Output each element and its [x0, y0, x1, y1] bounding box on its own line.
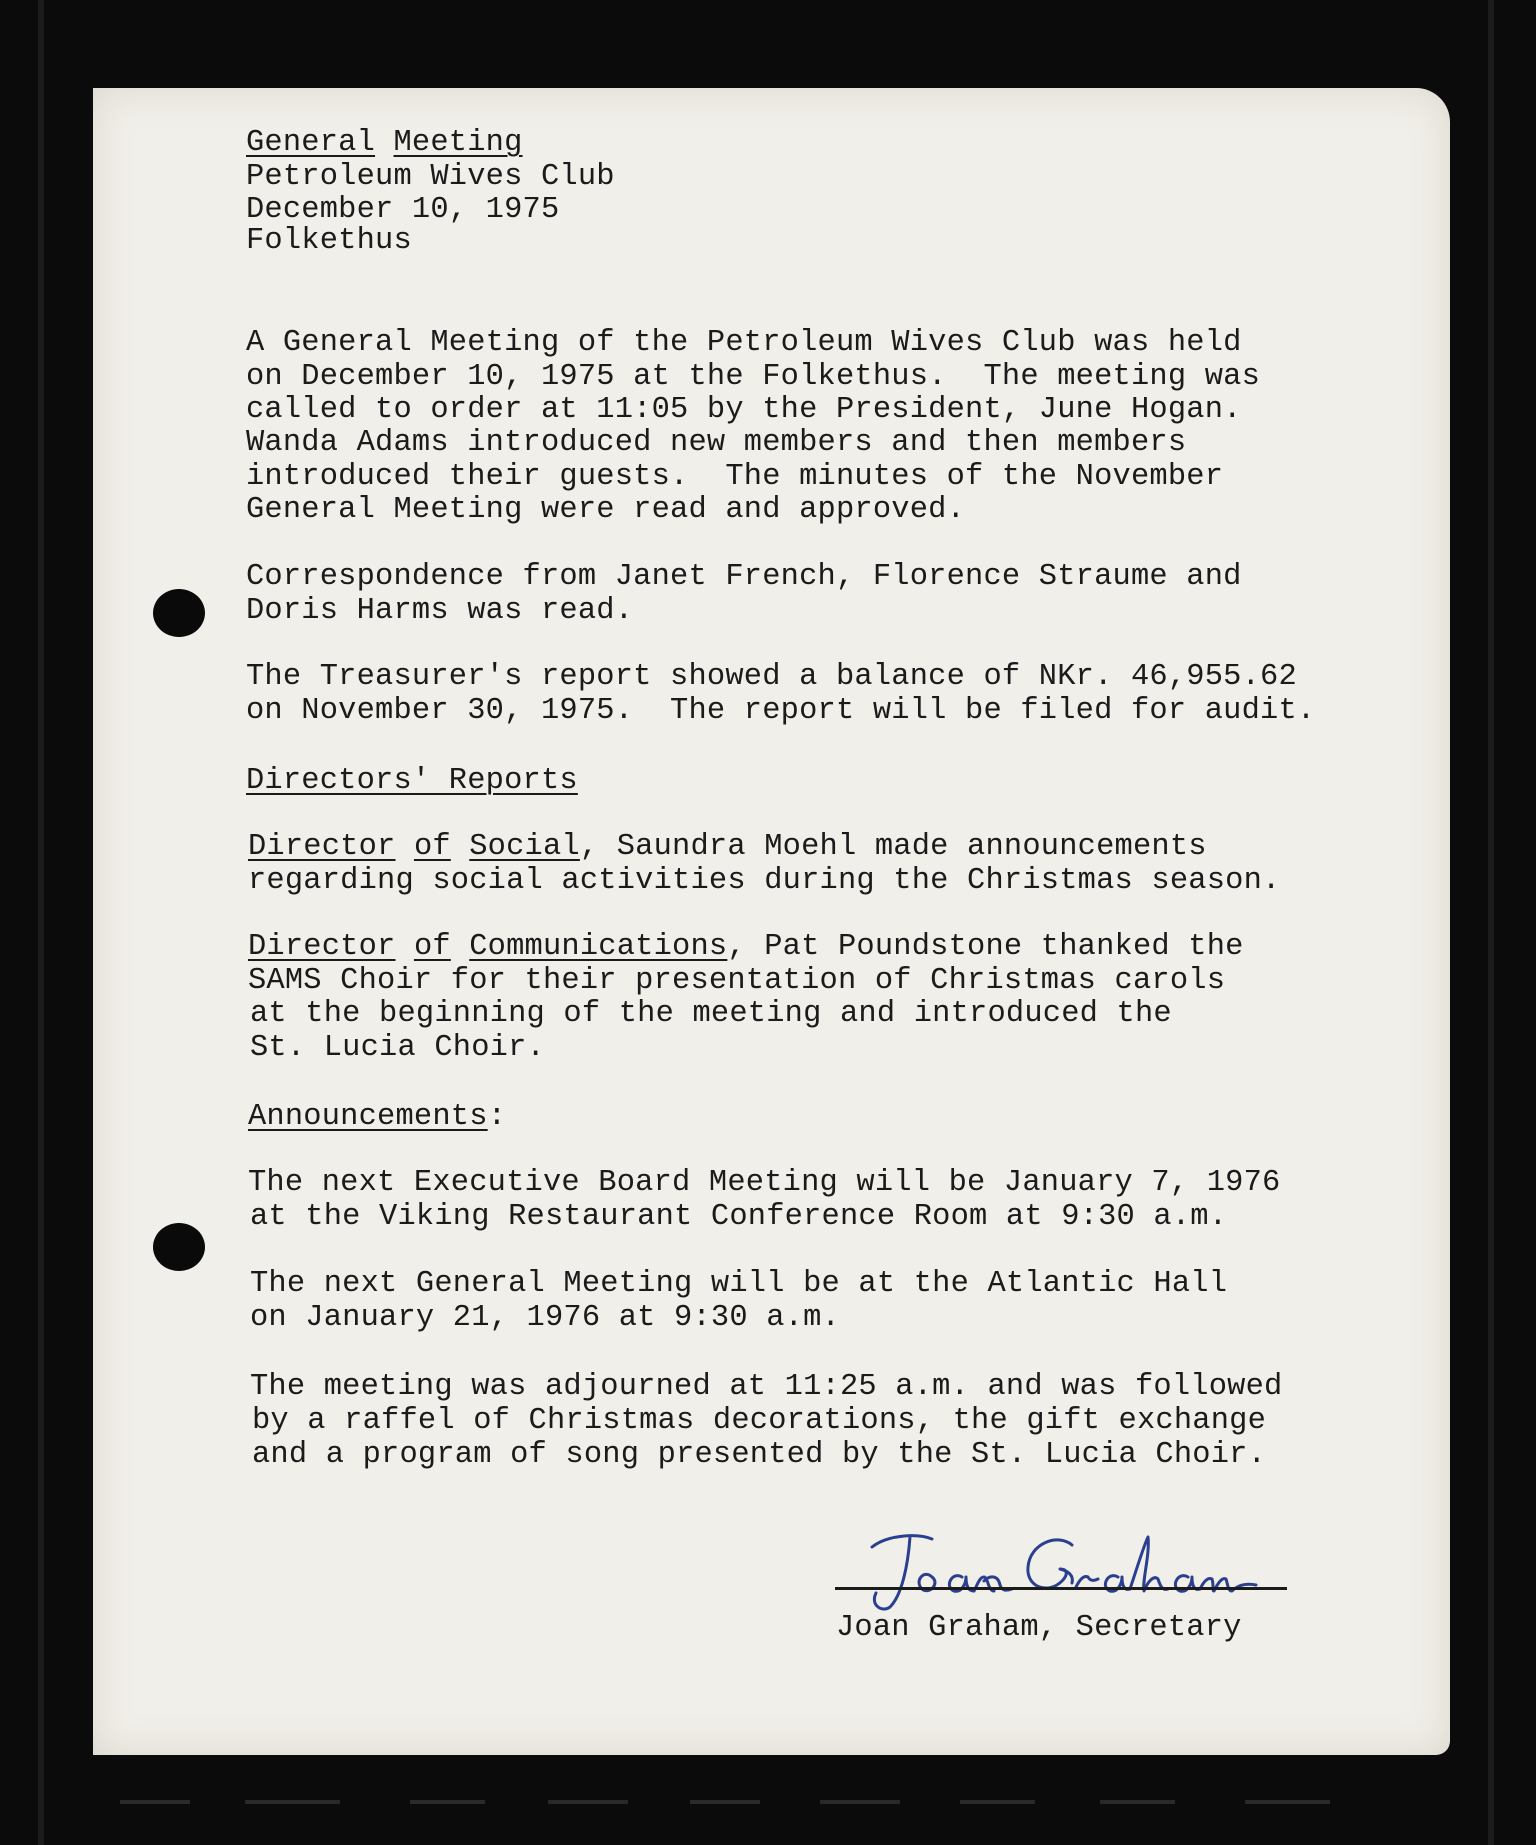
adjourned-line-3: and a program of song presented by the St. Lucia Choir. — [252, 1438, 1267, 1472]
social-line-1 — [248, 830, 1207, 864]
communications-label-director: Director — [248, 930, 396, 964]
film-mark — [690, 1800, 760, 1804]
correspondence-line-1: Correspondence from Janet French, Florence Straume and — [246, 560, 1242, 594]
announcements-heading-text: Announcements — [248, 1100, 488, 1134]
film-mark — [120, 1800, 190, 1804]
adjourned-line-2: by a raffel of Christmas decorations, the gift exchange — [252, 1404, 1267, 1438]
header-organization: Petroleum Wives Club — [246, 160, 615, 194]
signature-typed-name: Joan Graham, Secretary — [836, 1611, 1242, 1645]
communications-line-4: St. Lucia Choir. — [250, 1031, 545, 1065]
intro-line-3: called to order at 11:05 by the President, June Hogan. — [246, 393, 1242, 427]
intro-line-1: A General Meeting of the Petroleum Wives Club was held — [246, 326, 1242, 360]
correspondence-line-2: Doris Harms was read. — [246, 594, 634, 628]
intro-line-5: introduced their guests. The minutes of the November — [246, 460, 1224, 494]
communications-line-3: at the beginning of the meeting and introduced the — [250, 997, 1172, 1031]
header-location: Folkethus — [246, 224, 412, 258]
communications-line-1-rest: , Pat Poundstone thanked the — [727, 930, 1244, 964]
film-edge-right — [1488, 0, 1494, 1845]
signature-line — [835, 1587, 1287, 1590]
punch-hole-bottom — [153, 1223, 205, 1271]
social-label-of: of — [413, 830, 451, 864]
communications-label-communications: Communications — [469, 930, 728, 964]
executive-line-1: The next Executive Board Meeting will be January 7, 1976 — [248, 1166, 1281, 1200]
intro-line-2: on December 10, 1975 at the Folkethus. The meeting was — [246, 360, 1261, 394]
social-line-2: regarding social activities during the Christmas season. — [248, 864, 1281, 898]
title-word-general: General — [246, 126, 376, 160]
punch-hole-top — [153, 589, 205, 637]
treasurer-line-1: The Treasurer's report showed a balance of NKr. 46,955.62 — [246, 660, 1297, 694]
communications-line-1 — [248, 930, 1244, 964]
film-mark — [960, 1800, 1035, 1804]
header-title — [246, 126, 523, 160]
header-date: December 10, 1975 — [246, 193, 560, 227]
social-label-social: Social — [469, 830, 580, 864]
treasurer-line-2: on November 30, 1975. The report will be filed for audit. — [246, 694, 1316, 728]
film-mark — [410, 1800, 485, 1804]
executive-line-2: at the Viking Restaurant Conference Room at 9:30 a.m. — [250, 1200, 1228, 1234]
communications-label-of: of — [413, 930, 451, 964]
intro-line-4: Wanda Adams introduced new members and then members — [246, 426, 1187, 460]
communications-line-2: SAMS Choir for their presentation of Christmas carols — [248, 964, 1226, 998]
film-mark — [1100, 1800, 1175, 1804]
announcements-heading-colon: : — [487, 1100, 507, 1134]
social-line-1-rest: , Saundra Moehl made announcements — [579, 830, 1207, 864]
social-label-director: Director — [248, 830, 396, 864]
film-mark — [245, 1800, 340, 1804]
film-mark — [548, 1800, 628, 1804]
directors-heading — [246, 764, 578, 798]
announcements-heading — [248, 1100, 506, 1134]
film-mark — [1245, 1800, 1330, 1804]
title-word-meeting: Meeting — [393, 126, 523, 160]
film-mark — [820, 1800, 900, 1804]
handwritten-signature — [862, 1525, 1262, 1615]
intro-line-6: General Meeting were read and approved. — [246, 493, 966, 527]
general-line-1: The next General Meeting will be at the Atlantic Hall — [250, 1267, 1228, 1301]
directors-heading-text: Directors' Reports — [246, 764, 578, 798]
film-edge-left — [38, 0, 44, 1845]
general-line-2: on January 21, 1976 at 9:30 a.m. — [250, 1301, 840, 1335]
adjourned-line-1: The meeting was adjourned at 11:25 a.m. and was followed — [250, 1370, 1283, 1404]
